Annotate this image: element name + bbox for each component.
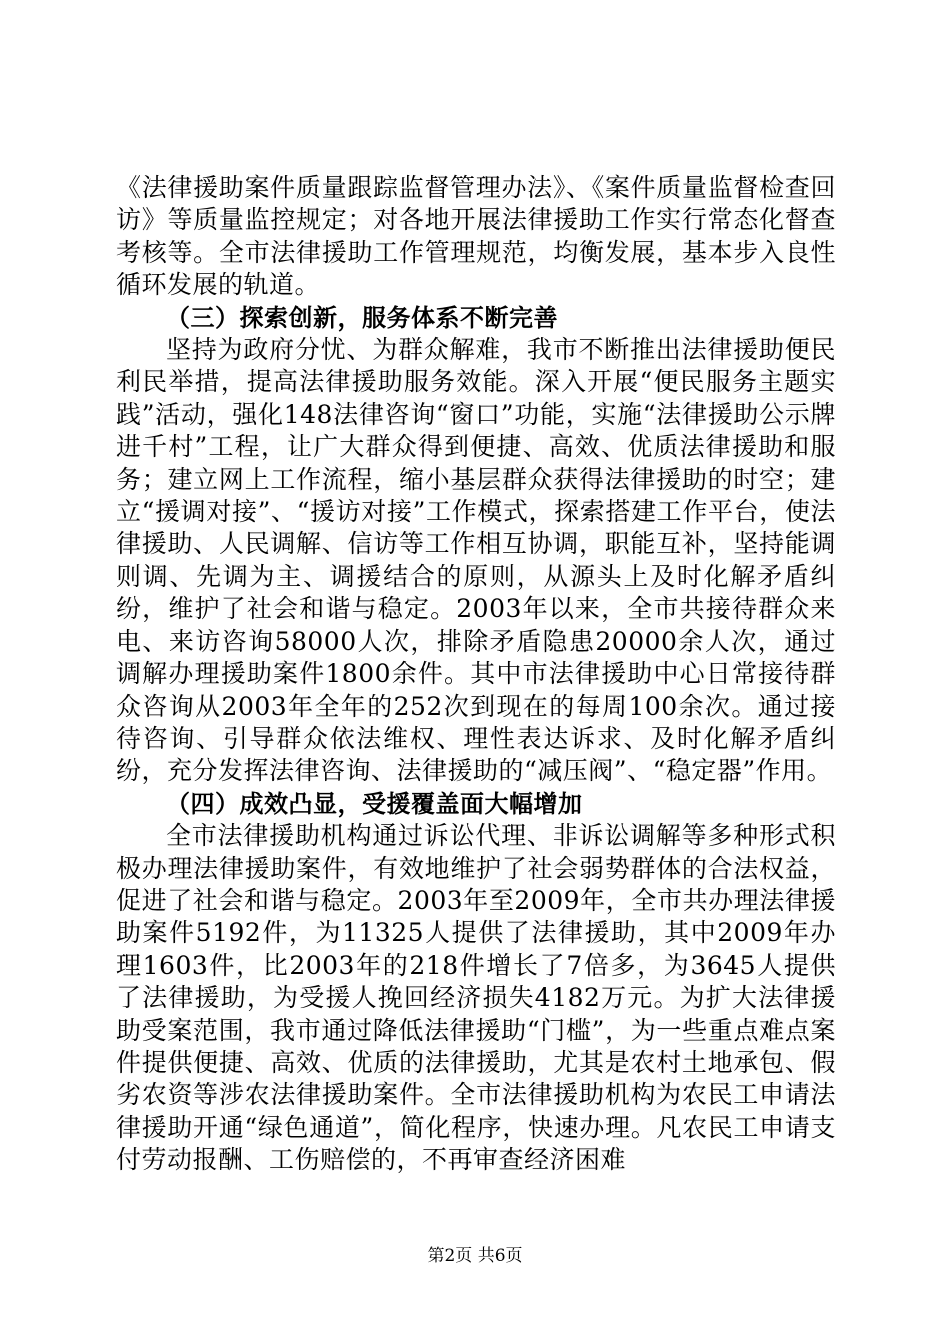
document-body xyxy=(116,172,836,1177)
section-heading-4: （四）成效凸显，受援覆盖面大幅增加 xyxy=(166,789,583,818)
paragraph-innovation: 坚持为政府分忧、为群众解难，我市不断推出法律援助便民利民举措，提高法律援助服务效能。深入开展“便民服务主题实践”活动，强化148法律咨询“窗口”功能，实施“法律援助公示牌进千村”工程，让广大群众得到便捷、高效、优质法律援助和服务；建立网上工作流程，缩小基层群众获得法律援助的时空；建立“援调对接”、“援访对接”工作模式，探索搭建工作平台，使法律援助、人民调解、信访等工作相互协调，职能互补，坚持能调则调、先调为主、调援结合的原则，从源头上及时化解矛盾纠纷，维护了社会和谐与稳定。2003年以来，全市共接待群众来电、来访咨询58000人次，排除矛盾隐患20000余人次，通过调解办理援助案件1800余件。其中市法律援助中心日常接待群众咨询从2003年全年的252次到现在的每周100余次。通过接待咨询、引导群众依法维权、理性表达诉求、及时化解矛盾纠纷，充分发挥法律咨询、法律援助的“减压阀”、“稳定器”作用。 xyxy=(116,335,836,786)
section-heading-3: （三）探索创新，服务体系不断完善 xyxy=(166,303,558,332)
paragraph-continued: 《法律援助案件质量跟踪监督管理办法》、《案件质量监督检查回访》等质量监控规定；对各地开展法律援助工作实行常态化督查考核等。全市法律援助工作管理规范，均衡发展，基本步入良性循环发展的轨道。 xyxy=(116,173,836,300)
page-footer: 第2页 共6页 xyxy=(427,1246,523,1266)
paragraph-results: 全市法律援助机构通过诉讼代理、非诉讼调解等多种形式积极办理法律援助案件，有效地维护了社会弱势群体的合法权益，促进了社会和谐与稳定。2003年至2009年，全市共办理法律援助案件5192件，为11325人提供了法律援助，其中2009年办理1603件，比2003年的218件增长了7倍多，为3645人提供了法律援助，为受援人挽回经济损失4182万元。为扩大法律援助受案范围，我市通过降低法律援助“门槛”，为一些重点难点案件提供便捷、高效、优质的法律援助，尤其是农村土地承包、假劣农资等涉农法律援助案件。全市法律援助机构为农民工申请法律援助开通“绿色通道”，简化程序，快速办理。凡农民工申请支付劳动报酬、工伤赔偿的，不再审查经济困难 xyxy=(116,821,836,1175)
